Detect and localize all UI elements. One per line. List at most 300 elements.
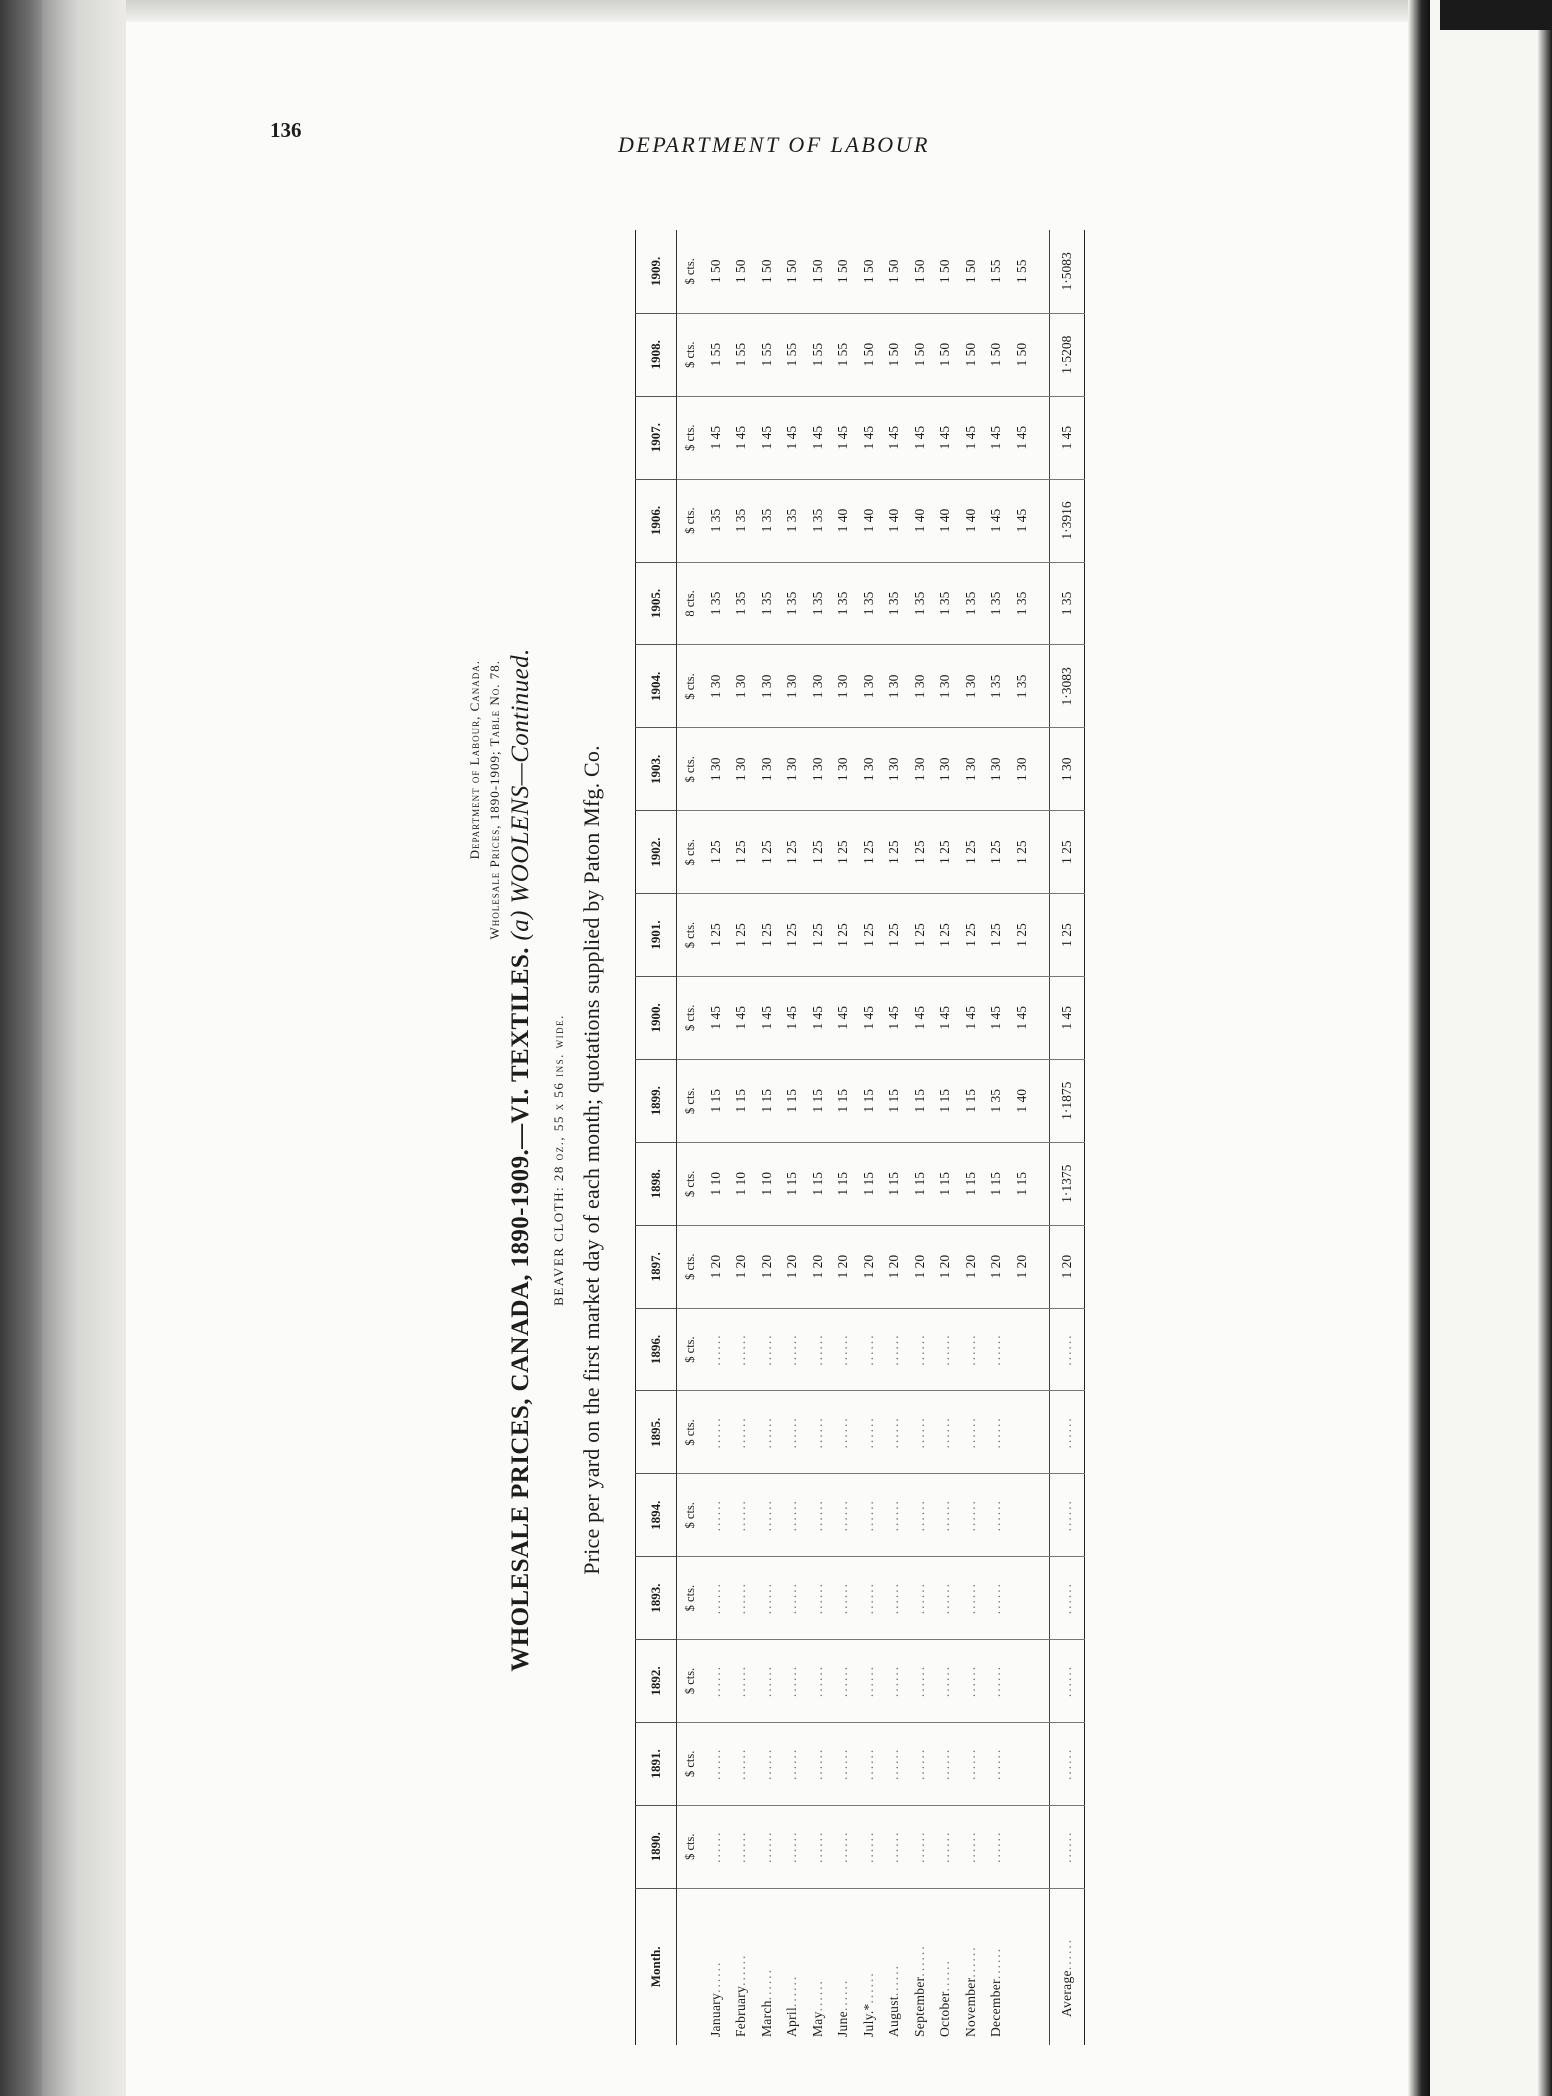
leader-dots: ...... bbox=[707, 1747, 723, 1780]
price-cell: 1 25 bbox=[831, 811, 857, 894]
spacer-cell bbox=[1035, 1805, 1050, 1888]
spacer-cell bbox=[1035, 1142, 1050, 1225]
month-cell bbox=[703, 1888, 729, 2045]
price-cell bbox=[984, 1640, 1010, 1723]
price-cell: 1 30 bbox=[882, 728, 908, 811]
price-cell bbox=[856, 1805, 882, 1888]
price-cell: 1 25 bbox=[1009, 811, 1035, 894]
leader-dots: ...... bbox=[886, 1830, 902, 1863]
leader-dots: ...... bbox=[707, 1664, 723, 1698]
price-cell bbox=[703, 1557, 729, 1640]
price-cell: 1 50 bbox=[831, 230, 857, 313]
leader-dots: ...... bbox=[707, 1333, 723, 1366]
price-cell bbox=[754, 1474, 780, 1557]
leader-dots: ...... bbox=[784, 1974, 800, 2007]
spacer-cell bbox=[1035, 1722, 1050, 1805]
rotated-table-block bbox=[465, 230, 1074, 2090]
book-binding-edge bbox=[42, 0, 80, 2096]
price-cell: 1 35 bbox=[805, 479, 831, 562]
leader-dots: ...... bbox=[733, 1830, 749, 1863]
units-month-cell bbox=[677, 1888, 704, 2045]
price-cell: 1 55 bbox=[780, 313, 806, 396]
price-cell: 1 25 bbox=[780, 894, 806, 977]
price-cell: 1 25 bbox=[729, 811, 755, 894]
leader-dots: ...... bbox=[758, 1333, 774, 1366]
month-label: October bbox=[937, 1991, 953, 2037]
price-cell: 1 15 bbox=[754, 1059, 780, 1142]
leader-dots: ...... bbox=[988, 1830, 1004, 1863]
leader-dots: ...... bbox=[809, 1664, 825, 1698]
leader-dots: ...... bbox=[886, 1963, 902, 1997]
leader-dots: ...... bbox=[937, 1499, 953, 1532]
unit-cell: $ cts. bbox=[677, 1308, 704, 1391]
unit-cell: $ cts. bbox=[677, 1640, 704, 1723]
year-header: 1891. bbox=[636, 1722, 677, 1805]
table-row bbox=[1009, 230, 1035, 2045]
leader-dots: ...... bbox=[1058, 1499, 1074, 1532]
price-cell: 1 20 bbox=[882, 1225, 908, 1308]
price-cell: 1 20 bbox=[958, 1225, 984, 1308]
price-cell bbox=[984, 1805, 1010, 1888]
table-row bbox=[984, 230, 1010, 2045]
price-cell: 1 50 bbox=[958, 230, 984, 313]
price-cell bbox=[805, 1391, 831, 1474]
leader-dots: ...... bbox=[758, 1416, 774, 1449]
average-cell: 1·3916 bbox=[1049, 479, 1084, 562]
table-title bbox=[507, 230, 535, 2090]
price-cell bbox=[754, 1722, 780, 1805]
price-cell: 1 15 bbox=[831, 1059, 857, 1142]
spacer-cell bbox=[1035, 1557, 1050, 1640]
leader-dots: ...... bbox=[886, 1582, 902, 1615]
leader-dots: ...... bbox=[860, 1971, 876, 2004]
price-cell: 1 55 bbox=[831, 313, 857, 396]
price-cell bbox=[780, 1805, 806, 1888]
price-cell: 1 30 bbox=[805, 645, 831, 728]
price-cell bbox=[729, 1640, 755, 1723]
leader-dots: ...... bbox=[988, 1416, 1004, 1449]
price-cell: 1 30 bbox=[958, 728, 984, 811]
table-row bbox=[831, 230, 857, 2045]
price-cell bbox=[831, 1722, 857, 1805]
price-cell bbox=[729, 1557, 755, 1640]
price-cell: 1 50 bbox=[754, 230, 780, 313]
average-cell: 1 45 bbox=[1049, 976, 1084, 1059]
leader-dots: ...... bbox=[809, 1830, 825, 1863]
year-header: 1908. bbox=[636, 313, 677, 396]
price-cell: 1 45 bbox=[907, 396, 933, 479]
price-cell: 1 55 bbox=[754, 313, 780, 396]
leader-dots: ...... bbox=[860, 1664, 876, 1698]
price-cell: 1 20 bbox=[933, 1225, 959, 1308]
price-cell: 1 45 bbox=[729, 976, 755, 1059]
price-cell bbox=[703, 1722, 729, 1805]
leader-dots: ...... bbox=[988, 1747, 1004, 1780]
unit-cell: $ cts. bbox=[677, 976, 704, 1059]
average-cell: 1 20 bbox=[1049, 1225, 1084, 1308]
price-cell: 1 45 bbox=[1009, 976, 1035, 1059]
price-cell: 1 50 bbox=[856, 230, 882, 313]
price-cell bbox=[729, 1805, 755, 1888]
leader-dots: ...... bbox=[784, 1333, 800, 1366]
leader-dots: ...... bbox=[937, 1582, 953, 1615]
average-label-cell bbox=[1049, 1888, 1084, 2045]
price-cell bbox=[831, 1557, 857, 1640]
price-cell: 1 50 bbox=[984, 313, 1010, 396]
price-cell: 1 45 bbox=[856, 396, 882, 479]
leader-dots: ...... bbox=[784, 1499, 800, 1532]
leader-dots: ...... bbox=[733, 1333, 749, 1366]
spacer-cell bbox=[1035, 645, 1050, 728]
leader-dots: ...... bbox=[733, 1416, 749, 1449]
price-cell: 1 45 bbox=[856, 976, 882, 1059]
price-cell bbox=[907, 1722, 933, 1805]
top-dark-corner bbox=[1440, 0, 1552, 30]
table-subtitle: BEAVER CLOTH: 28 oz., 55 x 56 ins. wide. bbox=[551, 1014, 566, 1306]
price-cell bbox=[703, 1640, 729, 1723]
price-cell: 1 35 bbox=[984, 562, 1010, 645]
price-cell: 1 40 bbox=[1009, 1059, 1035, 1142]
price-cell bbox=[780, 1391, 806, 1474]
price-cell: 1 25 bbox=[780, 811, 806, 894]
price-cell: 1 45 bbox=[805, 976, 831, 1059]
table-row bbox=[754, 230, 780, 2045]
price-cell: 1 10 bbox=[703, 1142, 729, 1225]
price-cell: 1 50 bbox=[933, 313, 959, 396]
leader-dots: ...... bbox=[860, 1333, 876, 1366]
leader-dots: ...... bbox=[809, 1582, 825, 1615]
spacer-cell bbox=[1035, 728, 1050, 811]
month-cell bbox=[754, 1888, 780, 2045]
spacer-cell bbox=[1035, 479, 1050, 562]
year-header: 1899. bbox=[636, 1059, 677, 1142]
price-cell: 1 30 bbox=[754, 645, 780, 728]
spacer-cell bbox=[1035, 976, 1050, 1059]
price-cell bbox=[1009, 1640, 1035, 1723]
year-header: 1900. bbox=[636, 976, 677, 1059]
price-cell: 1 45 bbox=[1009, 479, 1035, 562]
price-cell: 1 30 bbox=[831, 728, 857, 811]
unit-cell: $ cts. bbox=[677, 894, 704, 977]
price-cell: 1 30 bbox=[703, 728, 729, 811]
price-cell: 1 40 bbox=[958, 479, 984, 562]
leader-dots: ...... bbox=[1058, 1333, 1074, 1366]
table-row bbox=[907, 230, 933, 2045]
price-cell: 1 15 bbox=[958, 1142, 984, 1225]
leader-dots: ...... bbox=[1058, 1747, 1074, 1780]
leader-dots: ...... bbox=[860, 1747, 876, 1780]
unit-cell: $ cts. bbox=[677, 479, 704, 562]
average-cell: 1·1875 bbox=[1049, 1059, 1084, 1142]
price-cell bbox=[933, 1391, 959, 1474]
month-cell bbox=[856, 1888, 882, 2045]
price-cell bbox=[856, 1557, 882, 1640]
price-cell: 1 45 bbox=[780, 976, 806, 1059]
leader-dots: ...... bbox=[733, 1499, 749, 1532]
leader-dots: ...... bbox=[835, 1416, 851, 1449]
month-cell bbox=[958, 1888, 984, 2045]
leader-dots: ...... bbox=[707, 1416, 723, 1449]
price-cell: 1 50 bbox=[907, 313, 933, 396]
price-cell: 1 45 bbox=[882, 396, 908, 479]
price-cell bbox=[907, 1805, 933, 1888]
price-cell bbox=[729, 1722, 755, 1805]
price-cell bbox=[856, 1474, 882, 1557]
leader-dots: ...... bbox=[962, 1416, 978, 1449]
price-cell bbox=[754, 1557, 780, 1640]
year-header: 1896. bbox=[636, 1308, 677, 1391]
price-cell: 1 25 bbox=[984, 894, 1010, 977]
price-cell bbox=[831, 1805, 857, 1888]
price-cell bbox=[882, 1722, 908, 1805]
leader-dots: ...... bbox=[707, 1499, 723, 1532]
unit-cell: $ cts. bbox=[677, 1059, 704, 1142]
price-cell: 1 30 bbox=[958, 645, 984, 728]
price-cell bbox=[907, 1640, 933, 1723]
price-cell bbox=[805, 1805, 831, 1888]
price-cell bbox=[729, 1391, 755, 1474]
leader-dots: ...... bbox=[911, 1333, 927, 1366]
price-cell: 1 20 bbox=[907, 1225, 933, 1308]
leader-dots: ...... bbox=[988, 1582, 1004, 1615]
price-cell bbox=[1009, 1391, 1035, 1474]
price-note: Price per yard on the first market day of each month; quotations supplied by Paton Mfg. Co. bbox=[579, 745, 604, 1575]
leader-dots: ...... bbox=[707, 1830, 723, 1863]
price-cell: 1 25 bbox=[984, 811, 1010, 894]
price-cell bbox=[703, 1805, 729, 1888]
price-cell: 1 55 bbox=[703, 313, 729, 396]
month-label: January bbox=[707, 1992, 723, 2037]
average-label: Average bbox=[1058, 1970, 1074, 2017]
unit-cell: $ cts. bbox=[677, 1722, 704, 1805]
table-row bbox=[882, 230, 908, 2045]
month-label: June bbox=[835, 2011, 851, 2037]
average-cell: 1 45 bbox=[1049, 396, 1084, 479]
average-cell bbox=[1049, 1308, 1084, 1391]
price-cell: 1 15 bbox=[780, 1059, 806, 1142]
month-cell bbox=[1009, 1888, 1035, 2045]
price-cell bbox=[933, 1308, 959, 1391]
month-header: Month. bbox=[636, 1888, 677, 2045]
price-cell: 1 45 bbox=[703, 976, 729, 1059]
price-cell: 1 45 bbox=[754, 976, 780, 1059]
price-cell: 1 45 bbox=[907, 976, 933, 1059]
leader-dots: ...... bbox=[784, 1664, 800, 1698]
book-binding-shadow bbox=[0, 0, 42, 2096]
price-cell: 1 45 bbox=[805, 396, 831, 479]
spacer-cell bbox=[1035, 811, 1050, 894]
price-cell bbox=[1009, 1805, 1035, 1888]
month-cell bbox=[729, 1888, 755, 2045]
price-cell: 1 45 bbox=[958, 396, 984, 479]
price-cell bbox=[805, 1722, 831, 1805]
price-cell: 1 25 bbox=[907, 811, 933, 894]
facing-page bbox=[1430, 0, 1552, 2096]
price-cell: 1 25 bbox=[703, 811, 729, 894]
price-cell: 1 15 bbox=[856, 1142, 882, 1225]
price-cell: 1 15 bbox=[703, 1059, 729, 1142]
price-cell: 1 30 bbox=[729, 645, 755, 728]
price-cell: 1 55 bbox=[729, 313, 755, 396]
price-cell: 1 40 bbox=[856, 479, 882, 562]
price-cell bbox=[754, 1308, 780, 1391]
leader-dots: ...... bbox=[988, 1946, 1004, 1980]
leader-dots: ...... bbox=[809, 1416, 825, 1449]
leader-dots: ...... bbox=[758, 1830, 774, 1863]
month-cell bbox=[882, 1888, 908, 2045]
price-cell: 1 35 bbox=[703, 479, 729, 562]
year-header: 1897. bbox=[636, 1225, 677, 1308]
leader-dots: ...... bbox=[911, 1747, 927, 1780]
leader-dots: ...... bbox=[835, 1978, 851, 2012]
price-cell: 1 20 bbox=[754, 1225, 780, 1308]
leader-dots: ...... bbox=[733, 1953, 749, 1986]
average-row bbox=[1049, 230, 1084, 2045]
price-cell: 1 30 bbox=[754, 728, 780, 811]
leader-dots: ...... bbox=[962, 1582, 978, 1615]
price-cell bbox=[1009, 1722, 1035, 1805]
average-cell: 1·3083 bbox=[1049, 645, 1084, 728]
price-cell bbox=[780, 1557, 806, 1640]
page-number: 136 bbox=[270, 118, 302, 142]
price-cell: 1 50 bbox=[958, 313, 984, 396]
unit-cell: $ cts. bbox=[677, 1142, 704, 1225]
price-cell bbox=[958, 1557, 984, 1640]
leader-dots: ...... bbox=[911, 1664, 927, 1698]
price-cell: 1 45 bbox=[933, 976, 959, 1059]
year-header: 1901. bbox=[636, 894, 677, 977]
title-main: WHOLESALE PRICES, CANADA, 1890-1909.—VI. TEXTILES. bbox=[507, 947, 534, 1672]
price-cell: 1 35 bbox=[1009, 645, 1035, 728]
unit-cell: $ cts. bbox=[677, 1557, 704, 1640]
price-cell: 1 45 bbox=[831, 976, 857, 1059]
month-cell bbox=[831, 1888, 857, 2045]
month-cell bbox=[933, 1888, 959, 2045]
price-cell bbox=[958, 1805, 984, 1888]
month-label: July.* bbox=[860, 2003, 876, 2037]
spacer-cell bbox=[1035, 1308, 1050, 1391]
table-row bbox=[729, 230, 755, 2045]
leader-dots: ...... bbox=[733, 1582, 749, 1615]
price-cell bbox=[856, 1391, 882, 1474]
price-cell bbox=[703, 1308, 729, 1391]
price-cell bbox=[780, 1722, 806, 1805]
price-cell: 1 50 bbox=[805, 230, 831, 313]
leader-dots: ...... bbox=[1058, 1830, 1074, 1863]
price-cell bbox=[805, 1308, 831, 1391]
price-cell: 1 15 bbox=[1009, 1142, 1035, 1225]
spacer-cell bbox=[1035, 1888, 1050, 2045]
spacer-cell bbox=[1035, 1059, 1050, 1142]
price-cell: 1 25 bbox=[754, 894, 780, 977]
price-cell: 1 30 bbox=[933, 728, 959, 811]
price-cell bbox=[703, 1391, 729, 1474]
price-cell: 1 15 bbox=[805, 1142, 831, 1225]
price-cell: 1 25 bbox=[805, 811, 831, 894]
leader-dots: ...... bbox=[809, 1333, 825, 1366]
unit-cell: $ cts. bbox=[677, 811, 704, 894]
table-row bbox=[856, 230, 882, 2045]
price-cell: 1 45 bbox=[1009, 396, 1035, 479]
average-cell: 1·5083 bbox=[1049, 230, 1084, 313]
leader-dots: ...... bbox=[962, 1747, 978, 1780]
price-cell bbox=[984, 1722, 1010, 1805]
price-cell: 1 15 bbox=[831, 1142, 857, 1225]
leader-dots: ...... bbox=[962, 1333, 978, 1366]
year-header: 1894. bbox=[636, 1474, 677, 1557]
leader-dots: ...... bbox=[784, 1747, 800, 1780]
price-cell: 1 50 bbox=[780, 230, 806, 313]
price-cell bbox=[831, 1391, 857, 1474]
price-cell: 1 35 bbox=[754, 562, 780, 645]
price-cell: 1 55 bbox=[805, 313, 831, 396]
leader-dots: ...... bbox=[835, 1582, 851, 1615]
price-cell: 1 30 bbox=[831, 645, 857, 728]
month-label: May bbox=[809, 2011, 825, 2037]
price-cell: 1 15 bbox=[984, 1142, 1010, 1225]
price-cell: 1 45 bbox=[958, 976, 984, 1059]
month-cell bbox=[984, 1888, 1010, 2045]
leader-dots: ...... bbox=[835, 1499, 851, 1532]
price-cell bbox=[984, 1474, 1010, 1557]
price-cell bbox=[907, 1308, 933, 1391]
price-cell bbox=[882, 1805, 908, 1888]
leader-dots: ...... bbox=[758, 1664, 774, 1698]
year-header: 1895. bbox=[636, 1391, 677, 1474]
leader-dots: ...... bbox=[860, 1830, 876, 1863]
price-cell bbox=[984, 1391, 1010, 1474]
price-cell bbox=[831, 1308, 857, 1391]
leader-dots: ...... bbox=[809, 1979, 825, 2012]
price-cell: 1 45 bbox=[729, 396, 755, 479]
price-cell: 1 20 bbox=[805, 1225, 831, 1308]
leader-dots: ...... bbox=[860, 1416, 876, 1449]
price-cell: 1 35 bbox=[984, 645, 1010, 728]
price-cell: 1 35 bbox=[958, 562, 984, 645]
year-header: 1893. bbox=[636, 1557, 677, 1640]
title-continued: Continued. bbox=[507, 648, 534, 763]
price-cell bbox=[958, 1474, 984, 1557]
spacer-cell bbox=[1035, 313, 1050, 396]
price-cell bbox=[958, 1722, 984, 1805]
price-cell: 1 20 bbox=[780, 1225, 806, 1308]
spacer-cell bbox=[1035, 396, 1050, 479]
price-cell bbox=[933, 1805, 959, 1888]
price-cell bbox=[856, 1308, 882, 1391]
price-cell: 1 20 bbox=[984, 1225, 1010, 1308]
leader-dots: ...... bbox=[1058, 1664, 1074, 1698]
price-cell bbox=[882, 1391, 908, 1474]
price-cell bbox=[754, 1391, 780, 1474]
price-cell: 1 50 bbox=[907, 230, 933, 313]
month-label: March bbox=[758, 2000, 774, 2037]
price-cell bbox=[1009, 1474, 1035, 1557]
price-cell: 1 55 bbox=[1009, 230, 1035, 313]
leader-dots: ...... bbox=[707, 1582, 723, 1615]
price-cell bbox=[882, 1557, 908, 1640]
source-line-2: Wholesale Prices, 1890-1909; Table No. 78. bbox=[487, 660, 502, 940]
leader-dots: ...... bbox=[886, 1747, 902, 1780]
unit-cell: $ cts. bbox=[677, 1391, 704, 1474]
leader-dots: ...... bbox=[707, 1960, 723, 1993]
average-cell bbox=[1049, 1805, 1084, 1888]
price-cell: 1 35 bbox=[984, 1059, 1010, 1142]
price-cell bbox=[933, 1474, 959, 1557]
price-cell: 1 30 bbox=[933, 645, 959, 728]
book-gutter bbox=[1408, 0, 1430, 2096]
leader-dots: ...... bbox=[962, 1830, 978, 1863]
unit-cell: 8 cts. bbox=[677, 562, 704, 645]
